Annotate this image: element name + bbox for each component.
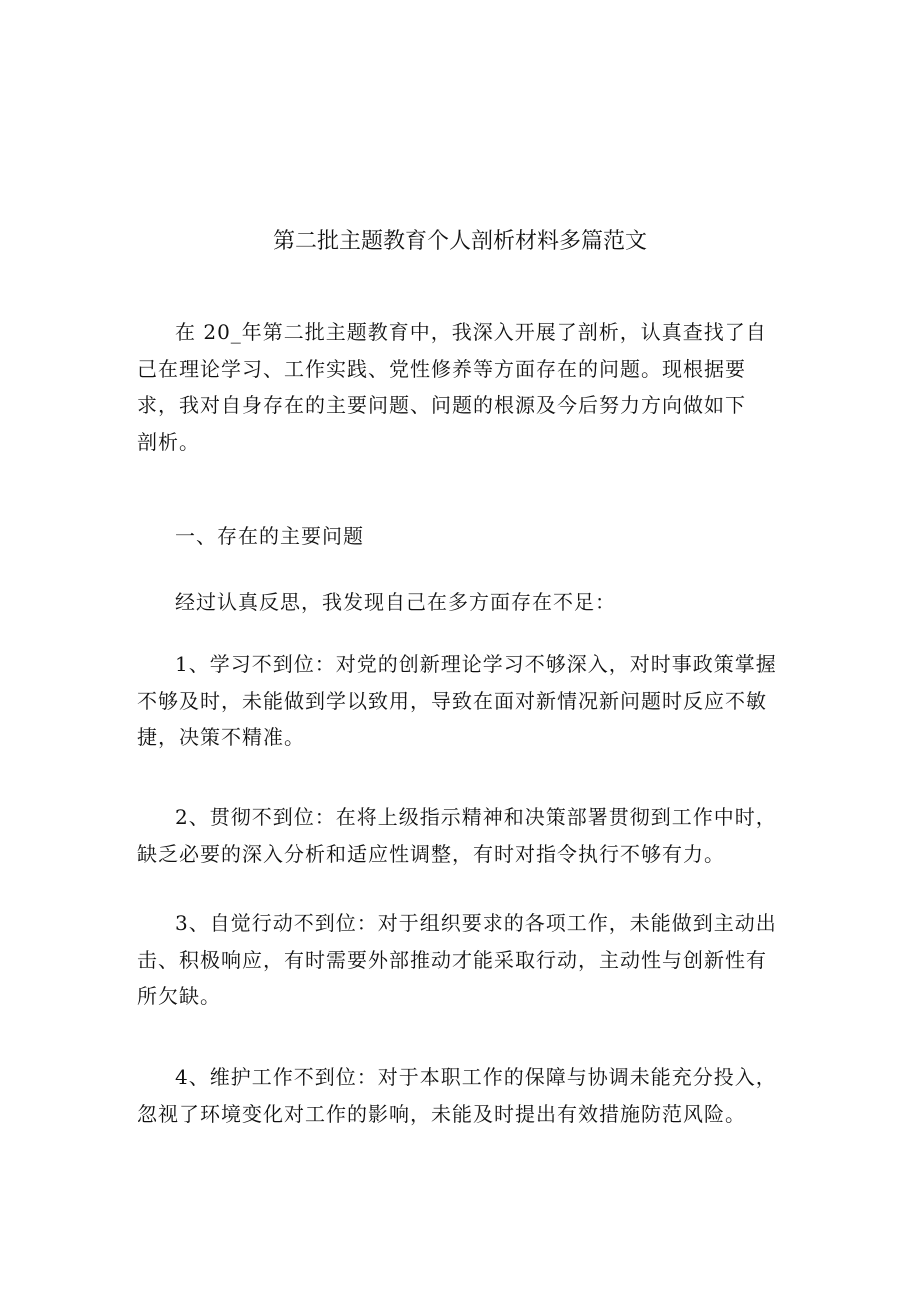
list-item-4 bbox=[137, 1059, 797, 1132]
list-item-2 bbox=[137, 799, 797, 872]
list-item-3-line-2: 击、积极响应，有时需要外部推动才能采取行动，主动性与创新性有 bbox=[137, 947, 767, 972]
intro-line-2: 己在理论学习、工作实践、党性修养等方面存在的问题。现根据要 bbox=[137, 356, 746, 381]
section-heading-text: 一、存在的主要问题 bbox=[175, 524, 364, 548]
intro-paragraph bbox=[137, 314, 797, 460]
list-item-2-line-1: 2、贯彻不到位：在将上级指示精神和决策部署贯彻到工作中时， bbox=[175, 805, 777, 829]
list-item-3-line-3: 所欠缺。 bbox=[137, 984, 221, 1008]
list-item-4-line-1: 4、维护工作不到位：对于本职工作的保障与协调未能充分投入， bbox=[175, 1065, 777, 1089]
intro-line-4: 剖析。 bbox=[137, 429, 200, 454]
section-lead-text: 经过认真反思，我发现自己在多方面存在不足： bbox=[175, 590, 616, 614]
list-item-1-line-2: 不够及时，未能做到学以致用，导致在面对新情况新问题时反应不敏 bbox=[137, 688, 767, 713]
section-heading bbox=[137, 518, 797, 555]
list-item-3 bbox=[137, 905, 797, 1015]
intro-line-1: 在 20_年第二批主题教育中，我深入开展了剖析，认真查找了自 bbox=[175, 320, 767, 344]
list-item-3-line-1: 3、自觉行动不到位：对于组织要求的各项工作，未能做到主动出 bbox=[175, 911, 777, 935]
document-title: 第二批主题教育个人剖析材料多篇范文 bbox=[272, 229, 647, 254]
intro-line-3: 求，我对自身存在的主要问题、问题的根源及今后努力方向做如下 bbox=[137, 393, 746, 417]
list-item-2-line-2: 缺乏必要的深入分析和适应性调整，有时对指令执行不够有力。 bbox=[137, 841, 725, 866]
section-lead-paragraph bbox=[137, 584, 797, 621]
list-item-1 bbox=[137, 646, 797, 756]
list-item-4-line-2: 忽视了环境变化对工作的影响，未能及时提出有效措施防范风险。 bbox=[137, 1101, 746, 1126]
list-item-1-line-1: 1、学习不到位：对党的创新理论学习不够深入，对时事政策掌握 bbox=[175, 652, 777, 676]
list-item-1-line-3: 捷，决策不精准。 bbox=[137, 725, 305, 749]
